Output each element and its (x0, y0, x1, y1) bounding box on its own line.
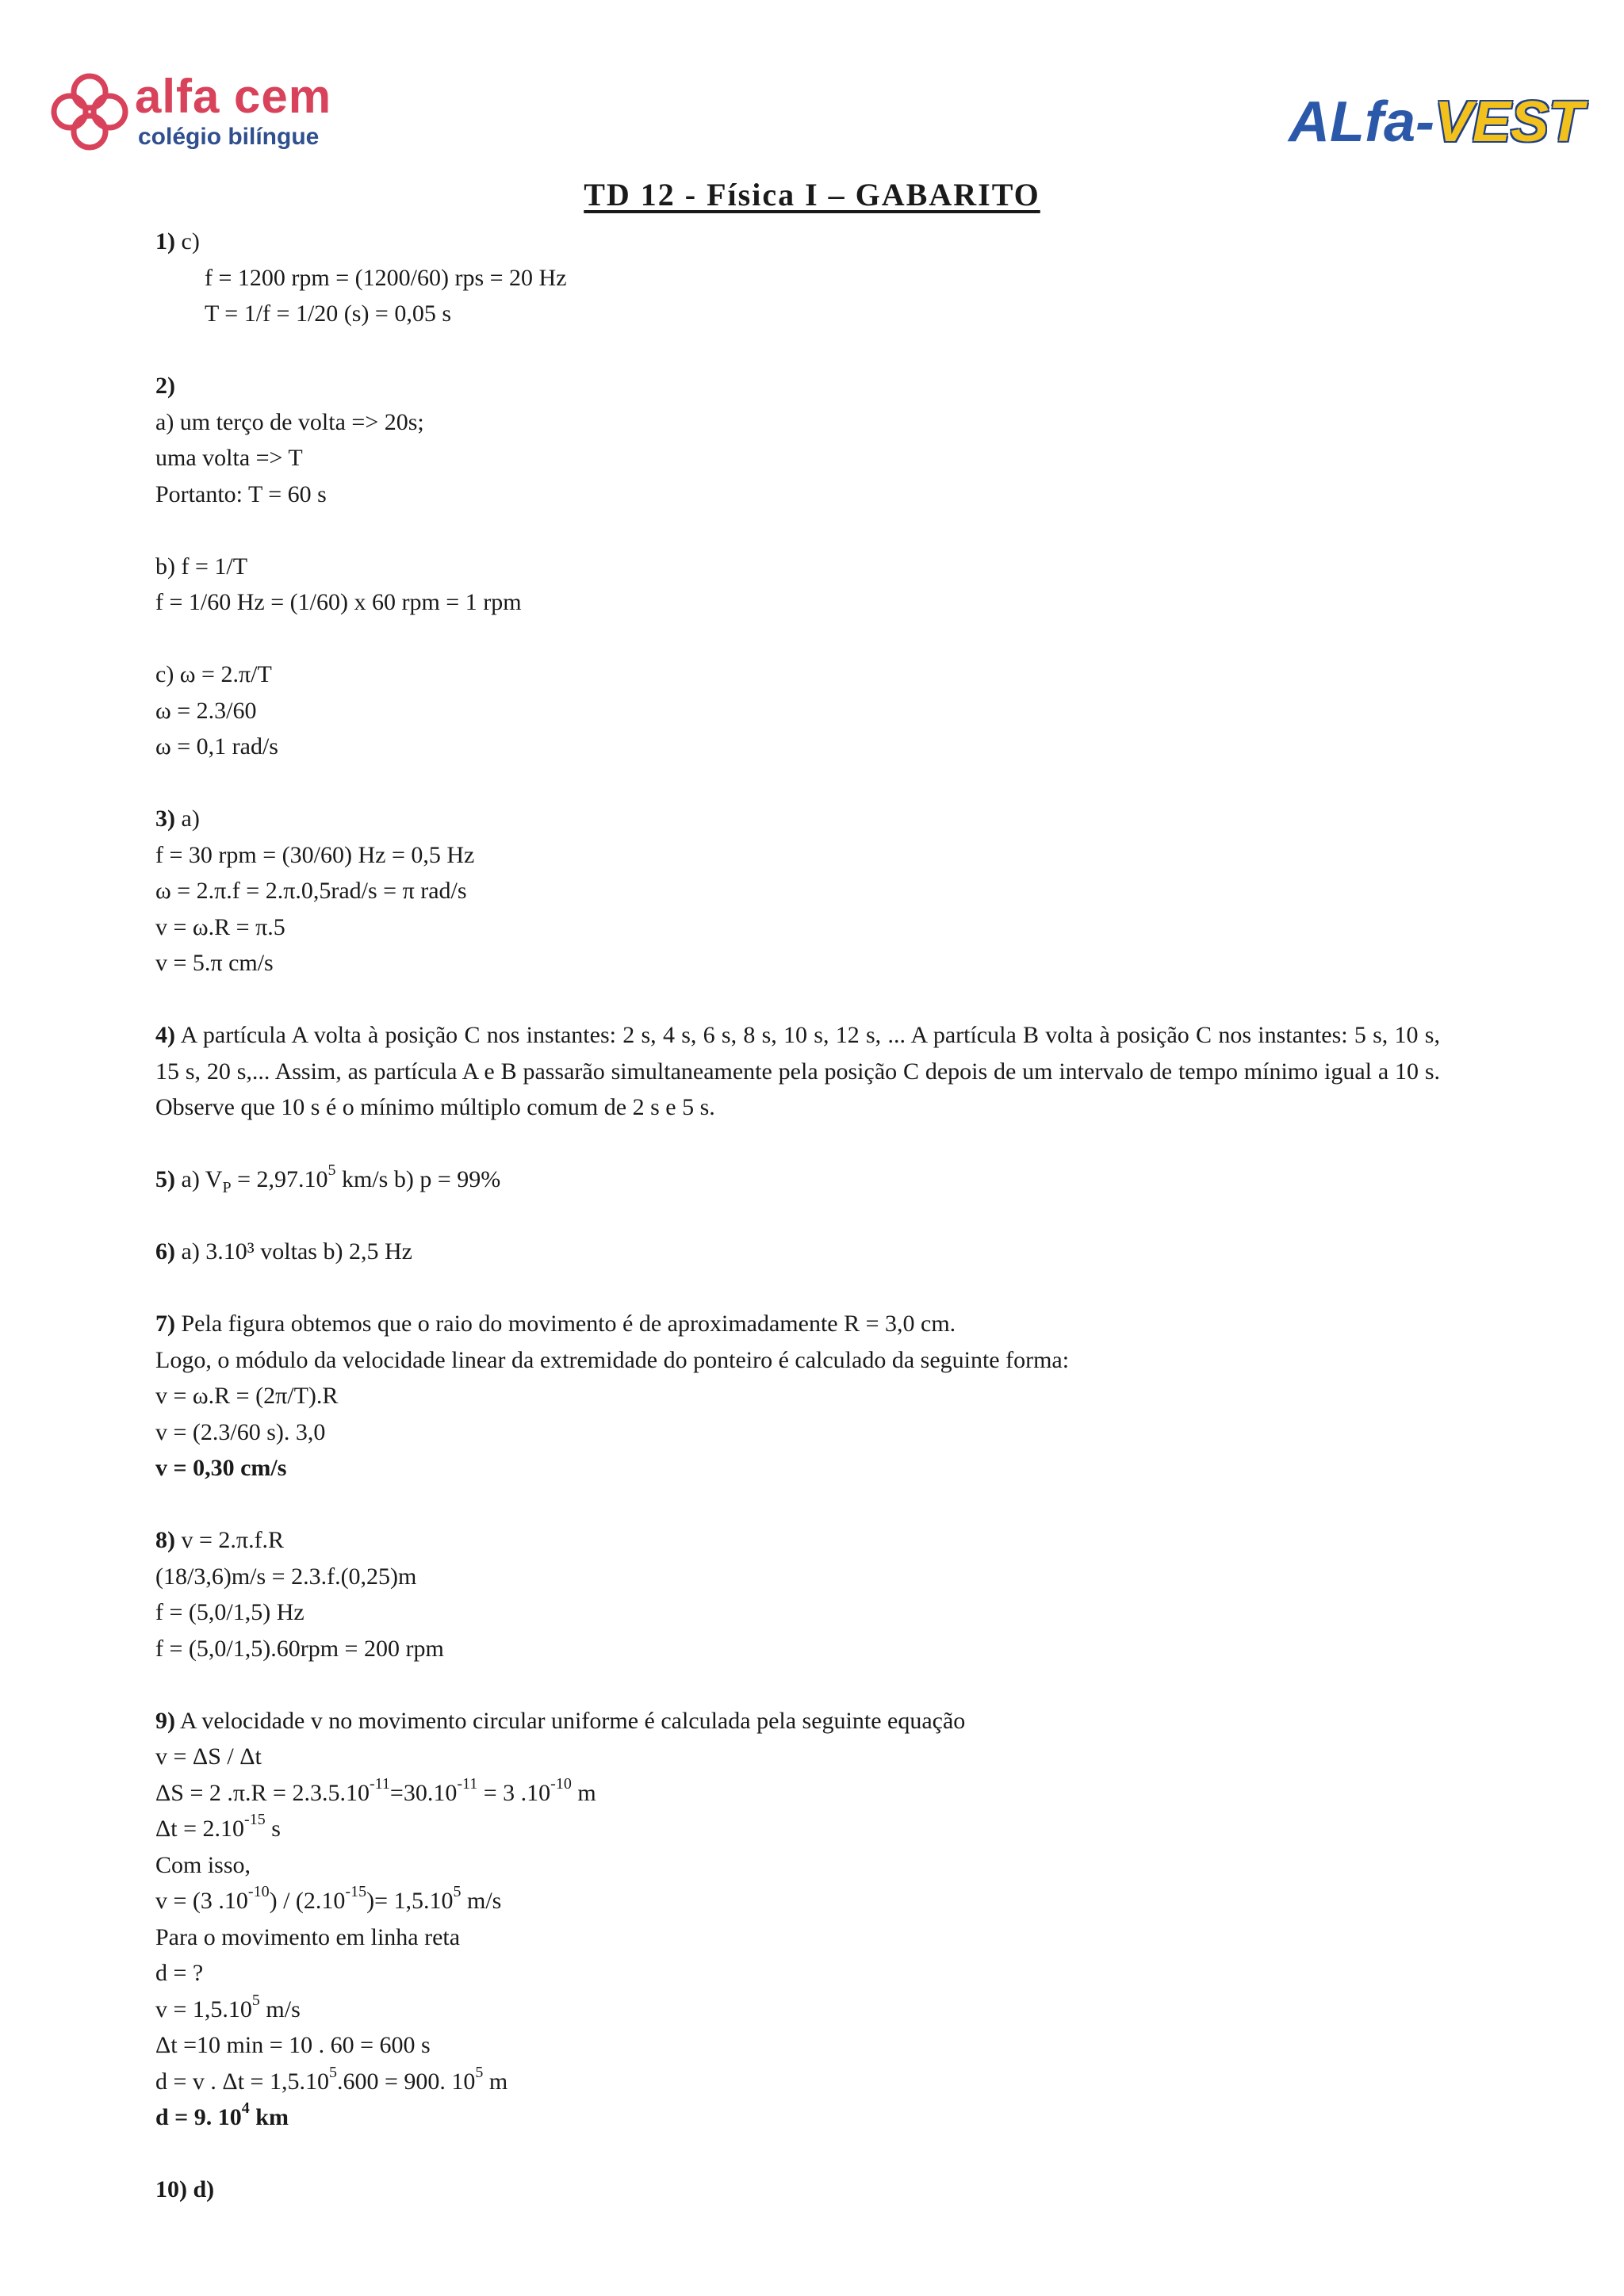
alfavest-logo-part1: ALfa- (1289, 90, 1434, 154)
q3-line: v = 5.π cm/s (155, 950, 274, 976)
q9-line: ΔS = 2 $.\pi.R = 2.3.5.10^{-11}=30.10^{-11} = 3$ $.10^{-10}$ m (155, 1774, 596, 1806)
q9-line: d = v . $\Delta t = 1,5.10^5.600 = 900$. $10^5$ m (155, 2063, 508, 2095)
q2-line: uma volta => T (155, 445, 303, 471)
page-header (0, 0, 1624, 174)
q9-line: v = (3 $.10^{-10}) / (2.10^{-15})= 1,5.10^5$ m/s (155, 1883, 502, 1914)
q9-line: 9) A velocidade v no movimento circular uniforme é calculada pela seguinte equação (155, 1707, 966, 1734)
q2-line: f = 1/60 Hz = (1/60) x 60 rpm = 1 rpm (155, 589, 522, 615)
q5-line: 5) a) $V_P = 2,97.10^5$ km/s b) p = 99% (155, 1161, 501, 1196)
alfacem-logo (46, 68, 339, 163)
answer-key (155, 224, 1440, 2208)
q2-line: ω = 0,1 rad/s (155, 733, 278, 760)
q2-header: 2) (155, 373, 175, 399)
q7-line: v = (2.3/60 s). 3,0 (155, 1418, 326, 1445)
alfavest-logo (1289, 90, 1598, 165)
q7-line: 7) Pela figura obtemos que o raio do movimento é de aproximadamente R = 3,0 cm. (155, 1311, 956, 1337)
logo-tagline: colégio bilíngue (138, 124, 320, 150)
q2-line: Portanto: T = 60 s (155, 480, 327, 507)
page-title: TD 12 - Física I – GABARITO (584, 177, 1040, 212)
q8-line: 8) v = 2.π.f.R (155, 1527, 285, 1553)
q10-line: 10) d) (155, 2176, 215, 2202)
q9-line: $\Delta t = 2.10^{-15}$ s (155, 1811, 281, 1842)
q3-line: v = ω.R = π.5 (155, 913, 285, 940)
q3-line: f = 30 rpm = (30/60) Hz = 0,5 Hz (155, 841, 475, 868)
alfavest-logo-part2: VEST (1434, 90, 1584, 154)
q1-line: T = 1/f = 1/20 (s) = 0,05 s (205, 300, 452, 327)
q9-line: v = ΔS / Δt (155, 1743, 262, 1770)
q2-line: ω = 2.3/60 (155, 697, 257, 724)
q8-line: f = (5,0/1,5) Hz (155, 1599, 304, 1625)
q2-line: c) ω = 2.π/T (155, 661, 272, 687)
q2-line: a) um terço de volta => 20s; (155, 408, 424, 435)
q3-header: 3) a) (155, 806, 200, 832)
q4-paragraph: 4) A partícula A volta à posição C nos instantes: 2 s, 4 s, 6 s, 8 s, 10 s, 12 s, ... A partícula B volta à posição C nos instantes: 5 s, 10 s, 15 s, 20 s,... Assim, as partícula A e B passarão simultaneamente pela posição C depois de um intervalo de tempo mínimo igual a 10 s. Observe que 10 s é o mínimo múltiplo comum de 2 s e 5 s. (155, 1022, 1440, 1120)
q7-result: v = 0,30 cm/s (155, 1455, 287, 1481)
q9-line: $v = 1,5.10^5$ m/s (155, 1991, 301, 2022)
q1-line: f = 1200 rpm = (1200/60) rps = 20 Hz (205, 264, 567, 291)
q8-line: (18/3,6)m/s = 2.3.f.(0,25)m (155, 1563, 417, 1590)
q7-line: Logo, o módulo da velocidade linear da extremidade do ponteiro é calculado da seguinte forma: (155, 1346, 1070, 1373)
q9-result: d = 9. $10^4$ km (155, 2099, 289, 2130)
q7-line: v = ω.R = (2π/T).R (155, 1383, 339, 1409)
q9-line: Para o movimento em linha reta (155, 1923, 461, 1950)
q9-line: Com isso, (155, 1851, 251, 1878)
logo-name: alfa cem (135, 70, 332, 123)
q9-line: d = ? (155, 1960, 204, 1986)
q2-line: b) f = 1/T (155, 553, 248, 580)
q9-line: Δt =10 min = 10 . 60 = 600 s (155, 2032, 431, 2058)
q1-header: 1) c) (155, 228, 200, 254)
q3-line: ω = 2.π.f = 2.π.0,5rad/s = π rad/s (155, 878, 467, 904)
q8-line: f = (5,0/1,5).60rpm = 200 rpm (155, 1635, 444, 1662)
q6-line: 6) a) 3.10³ voltas b) 2,5 Hz (155, 1238, 412, 1265)
knot-icon (46, 68, 133, 155)
